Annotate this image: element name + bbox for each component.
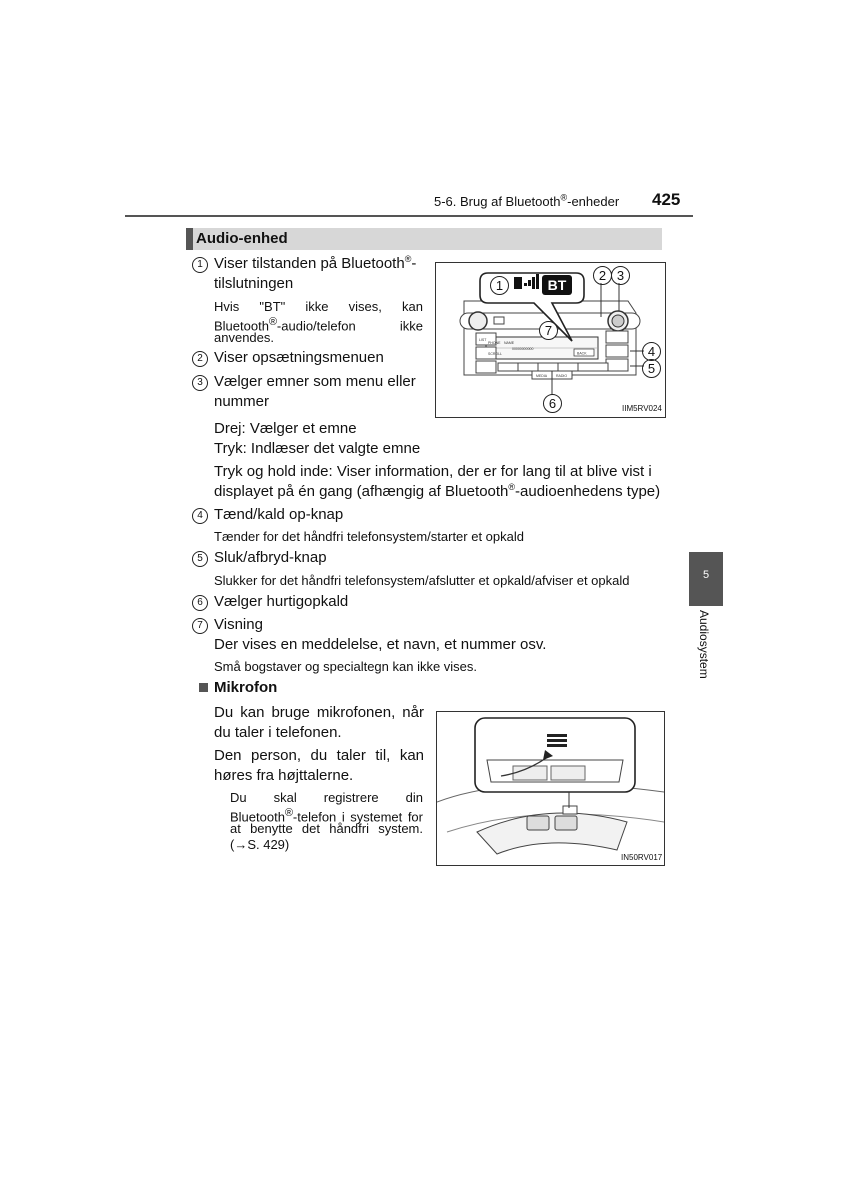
svg-text:00000000000: 00000000000 xyxy=(512,347,534,351)
item-3-turn: Drej: Vælger et emne xyxy=(214,420,357,437)
mic-note-line1: Du skal registrere din xyxy=(230,790,423,805)
item-2-text: Viser opsætningsmenuen xyxy=(214,349,384,366)
item-6-text: Vælger hurtigopkald xyxy=(214,593,349,610)
item-6-number: 6 xyxy=(192,595,208,611)
item-1-text-line2: tilslutningen xyxy=(214,275,294,292)
audio-unit-figure xyxy=(435,262,666,418)
chapter-tab-label: Audiosystem xyxy=(697,610,711,679)
callout-2: 2 xyxy=(593,266,612,285)
figure-code: IN50RV017 xyxy=(621,853,663,862)
item-4-number: 4 xyxy=(192,508,208,524)
item-3-number: 3 xyxy=(192,375,208,391)
item-7-number: 7 xyxy=(192,618,208,634)
item-4-note: Tænder for det håndfri telefonsystem/starter et opkald xyxy=(214,529,524,544)
callout-5: 5 xyxy=(642,359,661,378)
item-1-note-line2: Bluetooth®-audio/telefon ikke xyxy=(214,316,423,334)
item-3-hold-line2: displayet på én gang (afhængig af Bluetooth®-audioenhedens type) xyxy=(214,482,661,500)
svg-text:LIST: LIST xyxy=(479,338,487,342)
item-3-text-line1: Vælger emner som menu eller xyxy=(214,373,416,390)
callout-4: 4 xyxy=(642,342,661,361)
item-1-note-line1: Hvis "BT" ikke vises, kan xyxy=(214,299,423,314)
item-1-number: 1 xyxy=(192,257,208,273)
svg-text:NAME: NAME xyxy=(504,341,515,345)
item-3-text-line2: nummer xyxy=(214,393,270,410)
page-number: 425 xyxy=(652,190,681,209)
microphone-illustration xyxy=(437,712,664,865)
chapter-tab-number: 5 xyxy=(689,552,723,606)
item-5-note: Slukker for det håndfri telefonsystem/afslutter et opkald/afviser et opkald xyxy=(214,573,630,588)
running-header-title: 5-6. Brug af Bluetooth®-enheder xyxy=(434,192,620,209)
callout-7: 7 xyxy=(539,321,558,340)
item-3-push: Tryk: Indlæser det valgte emne xyxy=(214,440,421,457)
item-3-hold-line1: Tryk og hold inde: Viser information, der er for lang til at blive vist i xyxy=(214,463,652,480)
mic-p1-line1: Du kan bruge mikrofonen, når xyxy=(214,704,424,721)
item-7-text: Visning xyxy=(214,616,263,633)
item-5-number: 5 xyxy=(192,551,208,567)
svg-text:SCROLL: SCROLL xyxy=(488,352,503,356)
bt-badge-label: BT xyxy=(547,277,567,293)
item-7-note: Små bogstaver og specialtegn kan ikke vises. xyxy=(214,659,478,674)
svg-text:PHONE: PHONE xyxy=(488,341,501,345)
subsection-bullet xyxy=(199,683,208,692)
item-4-text: Tænd/kald op-knap xyxy=(214,506,344,523)
item-1-note-line3: anvendes. xyxy=(214,330,274,345)
mic-p1-line2: du taler i telefonen. xyxy=(214,724,342,741)
mic-p2-line2: høres fra højttalerne. xyxy=(214,767,354,784)
mic-p2-line1: Den person, du taler til, kan xyxy=(214,747,424,764)
svg-text:BACK: BACK xyxy=(577,351,587,356)
callout-1: 1 xyxy=(490,276,509,295)
svg-text:RADIO: RADIO xyxy=(556,374,568,378)
item-7-line2: Der vises en meddelelse, et navn, et nummer osv. xyxy=(214,636,547,653)
mic-note-line4: (→S. 429) xyxy=(230,837,290,852)
microphone-figure xyxy=(436,711,665,866)
item-5-text: Sluk/afbryd-knap xyxy=(214,549,327,566)
subsection-title: Mikrofon xyxy=(214,679,278,696)
item-1-text-line1: Viser tilstanden på Bluetooth®- xyxy=(214,254,417,272)
header-rule xyxy=(125,215,693,217)
figure-code: IIM5RV024 xyxy=(622,404,662,413)
mic-note-line3: at benytte det håndfri system. xyxy=(230,821,423,836)
item-2-number: 2 xyxy=(192,351,208,367)
section-title: Audio-enhed xyxy=(196,230,288,247)
mic-note-line2: Bluetooth®-telefon i systemet for xyxy=(230,807,423,825)
callout-6: 6 xyxy=(543,394,562,413)
svg-text:MEDIA: MEDIA xyxy=(536,374,548,378)
callout-3: 3 xyxy=(611,266,630,285)
